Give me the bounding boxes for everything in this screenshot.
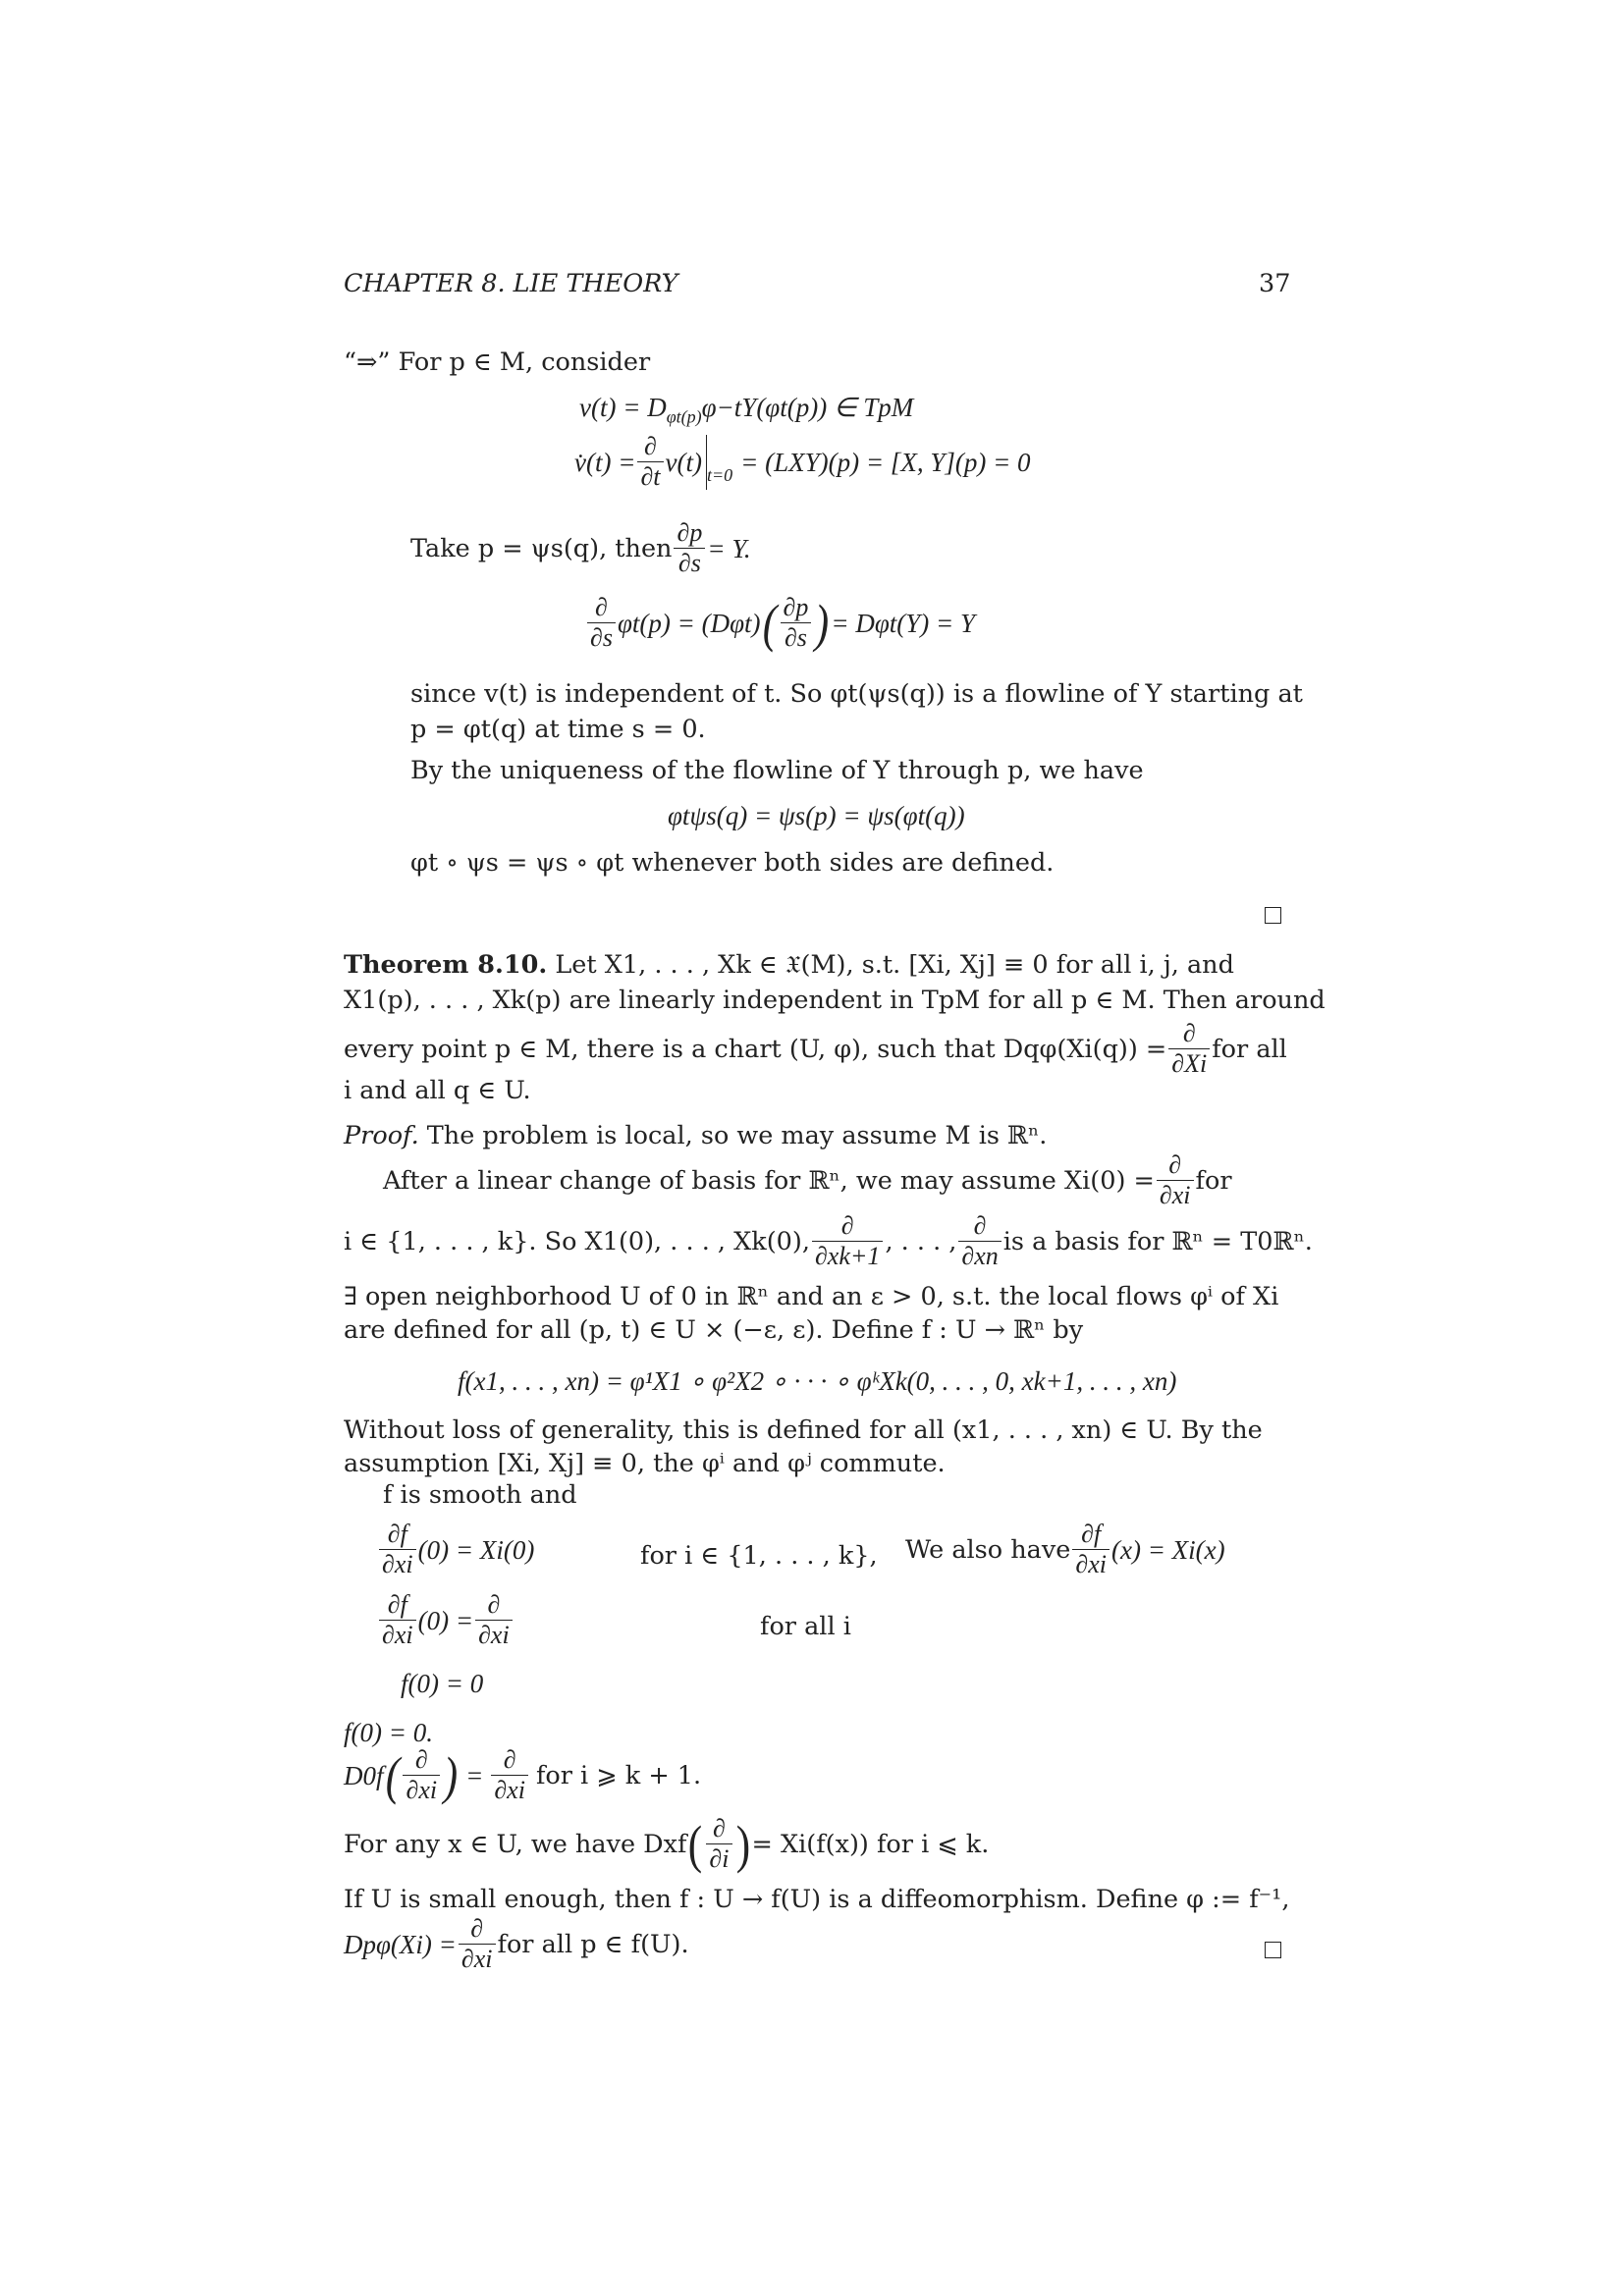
theorem-line-1: Theorem 8.10. Let X1, . . . , Xk ∈ 𝔛(M), s.t. [Xi, Xj] ≡ 0 for all i, j, and [344, 950, 1234, 980]
take-line: Take p = ψs(q), then $\frac{\partial p}{\partial s}$ = Y. [410, 518, 751, 577]
fraction: $\frac{\partial}{\partial xi}$ [403, 1745, 440, 1805]
eq-vdot: v̇(t) = $\frac{\partial}{\partial t}$ v(t) $_{t=0}$ = (LXY)(p) = [X, Y](p) = 0 [574, 432, 1031, 491]
row-1-condition: for i ∈ {1, . . . , k}, [640, 1541, 878, 1571]
fraction: $\frac{\partial}{\partial xi}$ [1157, 1150, 1194, 1210]
fraction: $\frac{\partial f}{\partial xi}$ [1072, 1520, 1110, 1579]
converse-label: “⇒” [344, 347, 391, 377]
proof-line-4: ∃ open neighborhood U of 0 in ℝⁿ and an ε > 0, s.t. the local flows φⁱ of Xi [344, 1282, 1279, 1311]
proof-line-3: i ∈ {1, . . . , k}. So X1(0), . . . , Xk(0), $\frac{\partial}{\partial xk+1}$ , . . . , $\frac{\partial}{\partial xn}$ is a basis for ℝⁿ = T0ℝⁿ. [344, 1211, 1313, 1270]
theorem-line-3: every point p ∈ M, there is a chart (U, φ), such that Dqφ(Xi(q)) = $\frac{\partial}{\partial Xi}$ for all [344, 1019, 1287, 1078]
fraction: $\frac{\partial}{\partial xn}$ [958, 1211, 1001, 1271]
final-line: Dpφ(Xi) = $\frac{\partial}{\partial xi}$ for all p ∈ f(U). [344, 1914, 689, 1973]
chapter-title: CHAPTER 8. LIE THEORY [344, 269, 678, 298]
qed-box [1265, 907, 1281, 924]
proof-line-1: Proof. The problem is local, so we may assume M is ℝⁿ. [344, 1121, 1048, 1150]
fraction: $\frac{\partial}{\partial xk+1}$ [812, 1211, 883, 1271]
eq-commute: φtψs(q) = ψs(p) = ψs(φt(q)) [668, 801, 965, 830]
fraction: $\frac{\partial}{\partial i}$ [706, 1814, 731, 1874]
commute-line: φt ∘ ψs = ψs ∘ φt whenever both sides are defined. [410, 848, 1055, 878]
fraction: $\frac{\partial p}{\partial s}$ [781, 593, 812, 653]
fraction: $\frac{\partial}{\partial s}$ [587, 593, 616, 653]
running-header [344, 267, 677, 300]
proof-line-7: assumption [Xi, Xj] ≡ 0, the φⁱ and φʲ commute. [344, 1449, 946, 1478]
fraction: $\frac{\partial f}{\partial xi}$ [379, 1590, 416, 1650]
uniqueness-line: By the uniqueness of the flowline of Y through p, we have [410, 756, 1144, 785]
fraction: $\frac{\partial}{\partial xi}$ [459, 1914, 496, 1974]
eq-f: f(x1, . . . , xn) = φ¹X1 ∘ φ²X2 ∘ · · · ∘ φᵏXk(0, . . . , 0, xk+1, . . . , xn) [458, 1366, 1177, 1396]
eq-phi: $\frac{\partial}{\partial s}$ φt(p) = (Dφt) ( $\frac{\partial p}{\partial s}$ ) = Dφt(Y) = Y [585, 593, 975, 653]
converse-intro [344, 346, 650, 379]
page-number: 37 [1259, 269, 1291, 298]
proof-line-6: Without loss of generality, this is defined for all (x1, . . . , xn) ∈ U. By the [344, 1415, 1263, 1445]
row-2: $\frac{\partial f}{\partial xi}$ (0) = $\frac{\partial}{\partial xi}$ [377, 1590, 514, 1650]
proof-line-8: f is smooth and [383, 1480, 577, 1510]
proof-line-2: After a linear change of basis for ℝⁿ, we may assume Xi(0) = $\frac{\partial}{\partial xi}$ for [383, 1150, 1232, 1209]
fraction: $\frac{\partial}{\partial xi}$ [491, 1745, 528, 1805]
since-line-2: p = φt(q) at time s = 0. [410, 715, 706, 744]
converse-intro-text: For p ∈ M, consider [398, 347, 651, 377]
fraction: $\frac{\partial p}{\partial s}$ [674, 518, 705, 578]
eq-v: $v(t) = D_{\varphi t(p)}\varphi-tY(\varphi t(p))$ ∈ TpM [579, 393, 914, 427]
proof-line-5: are defined for all (p, t) ∈ U × (−ε, ε). Define f : U → ℝⁿ by [344, 1315, 1084, 1345]
row-2-condition: for all i [760, 1612, 851, 1641]
fraction: $\frac{\partial}{\partial t}$ [637, 432, 663, 492]
proof-line-9: f(0) = 0. [344, 1718, 433, 1747]
fraction: $\frac{\partial f}{\partial xi}$ [379, 1520, 416, 1579]
proof-line-10: If U is small enough, then f : U → f(U) is a diffeomorphism. Define φ := f⁻¹, [344, 1885, 1290, 1914]
since-line-1: since v(t) is independent of t. So φt(ψs(q)) is a flowline of Y starting at [410, 679, 1303, 709]
theorem-line-2: X1(p), . . . , Xk(p) are linearly independent in TpM for all p ∈ M. Then around [344, 986, 1326, 1015]
proof-label: Proof. [344, 1121, 419, 1150]
dx-line: For any x ∈ U, we have Dxf ( $\frac{\partial}{\partial i}$ ) = Xi(f(x)) for i ⩽ k. [344, 1814, 990, 1874]
row-3: f(0) = 0 [401, 1669, 484, 1698]
row-1-also: We also have $\frac{\partial f}{\partial xi}$ (x) = Xi(x) [905, 1520, 1225, 1578]
fraction: $\frac{\partial}{\partial xi}$ [475, 1590, 513, 1650]
qed-box [1265, 1942, 1281, 1958]
fraction: $\frac{\partial}{\partial Xi}$ [1168, 1019, 1210, 1079]
row-1: $\frac{\partial f}{\partial xi}$ (0) = Xi(0) [377, 1520, 534, 1579]
theorem-line-4: i and all q ∈ U. [344, 1076, 531, 1105]
d0-line: D0f ( $\frac{\partial}{\partial xi}$ ) = $\frac{\partial}{\partial xi}$ for i ⩾ k + 1. [344, 1745, 702, 1805]
theorem-label: Theorem 8.10. [344, 950, 548, 980]
